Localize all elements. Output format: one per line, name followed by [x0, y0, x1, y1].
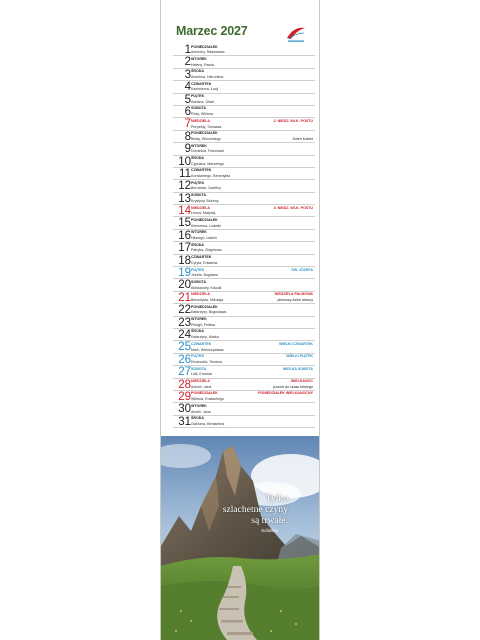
weekday-label: WTOREK [191, 230, 207, 235]
calendar-strip [160, 0, 320, 640]
name-day: Dominika, Franciszki [191, 149, 225, 154]
name-day: Hilarego, Izabeli [191, 236, 217, 241]
weekday-label: SOBOTA [191, 106, 207, 111]
name-day: Leona, Matyldy [191, 211, 216, 216]
weekday-label: CZWARTEK [191, 168, 212, 173]
day-number: 11 [179, 167, 191, 180]
day-number: 27 [178, 366, 191, 379]
name-day: Antoniny, Radosława [191, 50, 225, 55]
weekday-label: NIEDZIELA [191, 292, 210, 297]
weekday-label: SOBOTA [191, 193, 207, 198]
weekday-label: PONIEDZIAŁEK [191, 304, 218, 309]
weekday-label: CZWARTEK [191, 81, 212, 86]
day-row [173, 242, 315, 254]
day-number: 24 [178, 328, 191, 341]
name-day: Konstantego, Benedykta [191, 174, 231, 179]
weekday-label: WTOREK [191, 56, 207, 61]
day-number: 25 [178, 341, 191, 354]
weekday-label: ŚRODA [191, 329, 204, 334]
holiday-note: ŚW. JÓZEFA [291, 267, 313, 272]
holiday-note: NIEDZIELA PALMOWA [274, 292, 313, 297]
day-row [173, 416, 315, 428]
day-number: 21 [178, 291, 191, 304]
month-title: Marzec 2027 [176, 24, 248, 38]
weekday-label: ŚRODA [191, 69, 204, 74]
day-row [173, 143, 315, 155]
mountain-landscape-image [161, 436, 320, 640]
weekday-label: ŚRODA [191, 156, 204, 161]
name-day: Anselma, Hieronima [191, 74, 224, 79]
weekday-label: NIEDZIELA [191, 379, 210, 384]
day-row [173, 255, 315, 267]
name-day: Bernarda, Józefiny [191, 186, 221, 191]
weekday-label: PIĄTEK [191, 267, 205, 272]
day-number: 19 [178, 267, 191, 280]
holiday-note: WIELKA SOBOTA [282, 366, 313, 371]
day-number: 14 [178, 205, 191, 218]
weekday-label: ŚRODA [191, 242, 204, 247]
day-row [173, 118, 315, 130]
day-number: 28 [178, 378, 191, 391]
day-number: 3 [184, 68, 191, 81]
name-day: Katarzyny, Bogusława [191, 310, 227, 315]
name-day: Krystyny, Bożeny [191, 198, 219, 203]
day-row [173, 81, 315, 93]
day-row [173, 94, 315, 106]
day-row [173, 366, 315, 378]
quote-author: Sofokles [261, 528, 278, 533]
weekday-label: WTOREK [191, 317, 207, 322]
day-row [173, 168, 315, 180]
day-row [173, 56, 315, 68]
day-number: 18 [178, 254, 191, 267]
quote-line-1: Tylko [265, 493, 288, 504]
day-note: powrót do czasu letniego [273, 384, 313, 389]
name-day: Amelii, Jana [191, 409, 211, 414]
weekday-label: PIĄTEK [191, 94, 205, 99]
quote-line-2: szlachetne czyny [222, 504, 288, 515]
weekday-label: SOBOTA [191, 279, 207, 284]
day-number: 29 [178, 390, 191, 403]
name-day: Pelagii, Feliksa [191, 322, 216, 327]
weekday-label: SOBOTA [191, 366, 207, 371]
name-day: Gwidona, Beniamina [191, 421, 225, 426]
day-row [173, 354, 315, 366]
day-number: 6 [184, 105, 191, 118]
day-number: 2 [184, 56, 191, 69]
day-number: 13 [178, 192, 191, 205]
name-day: Lidii, Ernesta [191, 372, 212, 377]
weekday-label: PONIEDZIAŁEK [191, 217, 218, 222]
name-day: Emanuela, Teodora [191, 359, 223, 364]
day-number: 1 [184, 44, 191, 56]
day-number: 26 [178, 353, 191, 366]
day-number: 9 [184, 143, 191, 156]
name-day: Róży, Wiktora [191, 112, 214, 117]
weekday-label: CZWARTEK [191, 341, 212, 346]
quote-line-3: są trwałe. [251, 515, 288, 526]
holiday-note: WIELKI CZWARTEK [279, 341, 313, 346]
name-day: Cyryla, Edwarda [191, 260, 218, 265]
weekday-label: NIEDZIELA [191, 118, 210, 123]
day-number: 23 [178, 316, 191, 329]
name-day: Józefa, Bogdana [191, 273, 218, 278]
day-number: 17 [178, 242, 191, 255]
day-number: 16 [178, 229, 191, 242]
weekday-label: WTOREK [191, 143, 207, 148]
name-day: Aniceli, Jana [191, 384, 212, 389]
name-day: Cypriana, Marcelego [191, 161, 225, 166]
holiday-note: 2. NIEDZ. WLK. POSTU [273, 118, 313, 123]
day-number: 10 [178, 155, 191, 168]
weekday-label: PIĄTEK [191, 354, 205, 359]
name-day: Marii, Wieńczysława [191, 347, 224, 352]
quote-text [160, 493, 288, 526]
day-row [173, 304, 315, 316]
mountain-photo [161, 436, 320, 640]
weekday-label: NIEDZIELA [191, 205, 210, 210]
holiday-note: WIELKANOC [290, 379, 313, 384]
day-row [173, 391, 315, 403]
day-row [173, 106, 315, 118]
day-row [173, 329, 315, 341]
name-day: Wiktora, Eustachego [191, 397, 225, 402]
name-day: Aleksandry, Klaudii [191, 285, 222, 290]
name-day: Katarzyny, Marka [191, 335, 219, 340]
day-note: pierwszy dzień wiosny [277, 297, 313, 302]
day-row [173, 205, 315, 217]
day-row [173, 379, 315, 391]
day-number: 12 [178, 180, 191, 193]
day-row [173, 279, 315, 291]
weekday-label: PONIEDZIAŁEK [191, 44, 218, 49]
name-day: Adriana, Oliwii [191, 99, 214, 104]
holiday-note: 3. NIEDZ. WLK. POSTU [273, 205, 313, 210]
day-note: Dzień Kobiet [292, 136, 313, 141]
day-row [173, 341, 315, 353]
day-number: 4 [184, 81, 191, 94]
weekday-label: ŚRODA [191, 416, 204, 421]
name-day: Kazimierza, Łucji [191, 87, 219, 92]
day-list [173, 44, 315, 428]
day-number: 7 [184, 118, 191, 131]
name-day: Klemensa, Ludwiki [191, 223, 221, 228]
weekday-label: PIĄTEK [191, 180, 205, 185]
name-day: Beaty, Wincentego [191, 136, 221, 141]
weekday-label: PONIEDZIAŁEK [191, 391, 218, 396]
name-day: Heleny, Pawła [191, 62, 214, 67]
day-row [173, 230, 315, 242]
day-row [173, 317, 315, 329]
day-row [173, 403, 315, 415]
day-number: 30 [178, 403, 191, 416]
day-row [173, 69, 315, 81]
day-row [173, 193, 315, 205]
day-row [173, 267, 315, 279]
weekday-label: PONIEDZIAŁEK [191, 131, 218, 136]
name-day: Benedykta, Mikołaja [191, 298, 224, 302]
day-number: 8 [184, 130, 191, 143]
day-number: 20 [178, 279, 191, 292]
day-row [173, 180, 315, 192]
weekday-label: WTOREK [191, 403, 207, 408]
day-number: 22 [178, 304, 191, 317]
day-row [173, 217, 315, 229]
day-number: 31 [178, 415, 191, 428]
day-number: 5 [184, 93, 191, 106]
name-day: Perpetuy, Tomasza [191, 124, 222, 129]
day-row [173, 44, 315, 56]
day-row [173, 292, 315, 304]
publisher-logo-icon [285, 24, 307, 44]
day-row [173, 131, 315, 143]
name-day: Patryka, Zbigniewa [191, 248, 222, 253]
holiday-note: PONIEDZIAŁEK WIELKANOCNY [258, 391, 313, 396]
weekday-label: CZWARTEK [191, 255, 212, 260]
day-row [173, 156, 315, 168]
holiday-note: WIELKI PIĄTEK [286, 354, 313, 359]
day-number: 15 [178, 217, 191, 230]
